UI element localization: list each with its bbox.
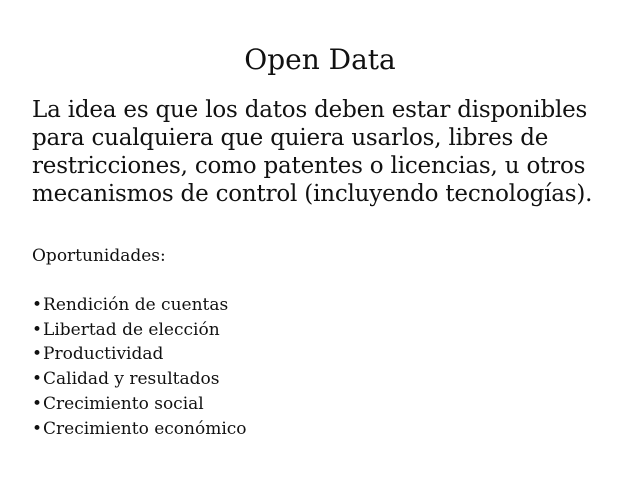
list-item-label: Crecimiento económico [43, 418, 247, 439]
bullet-icon: • [32, 344, 43, 365]
bullet-icon: • [32, 418, 43, 439]
list-item [32, 342, 247, 367]
opportunities-heading: Oportunidades: [32, 246, 166, 266]
list-item-label: Rendición de cuentas [43, 295, 229, 315]
intro-paragraph: La idea es que los datos deben estar disponibles para cualquiera que quiera usarlos, libres de restricciones, como patentes o licencias, u otros mecanismos de control (incluyendo tecnologías). [32, 97, 593, 207]
list-item [32, 293, 247, 318]
list-item [32, 392, 247, 417]
list-item [32, 417, 247, 442]
bullet-icon: • [32, 319, 43, 340]
list-item-label: Libertad de elección [43, 319, 220, 340]
slide-title: Open Data [244, 43, 396, 76]
list-item [32, 318, 247, 343]
opportunities-list [32, 293, 247, 441]
bullet-icon: • [32, 295, 43, 315]
list-item-label: Crecimiento social [43, 393, 204, 414]
bullet-icon: • [32, 393, 43, 414]
list-item-label: Calidad y resultados [43, 369, 220, 390]
list-item [32, 367, 247, 392]
bullet-icon: • [32, 369, 43, 390]
list-item-label: Productividad [43, 344, 164, 365]
